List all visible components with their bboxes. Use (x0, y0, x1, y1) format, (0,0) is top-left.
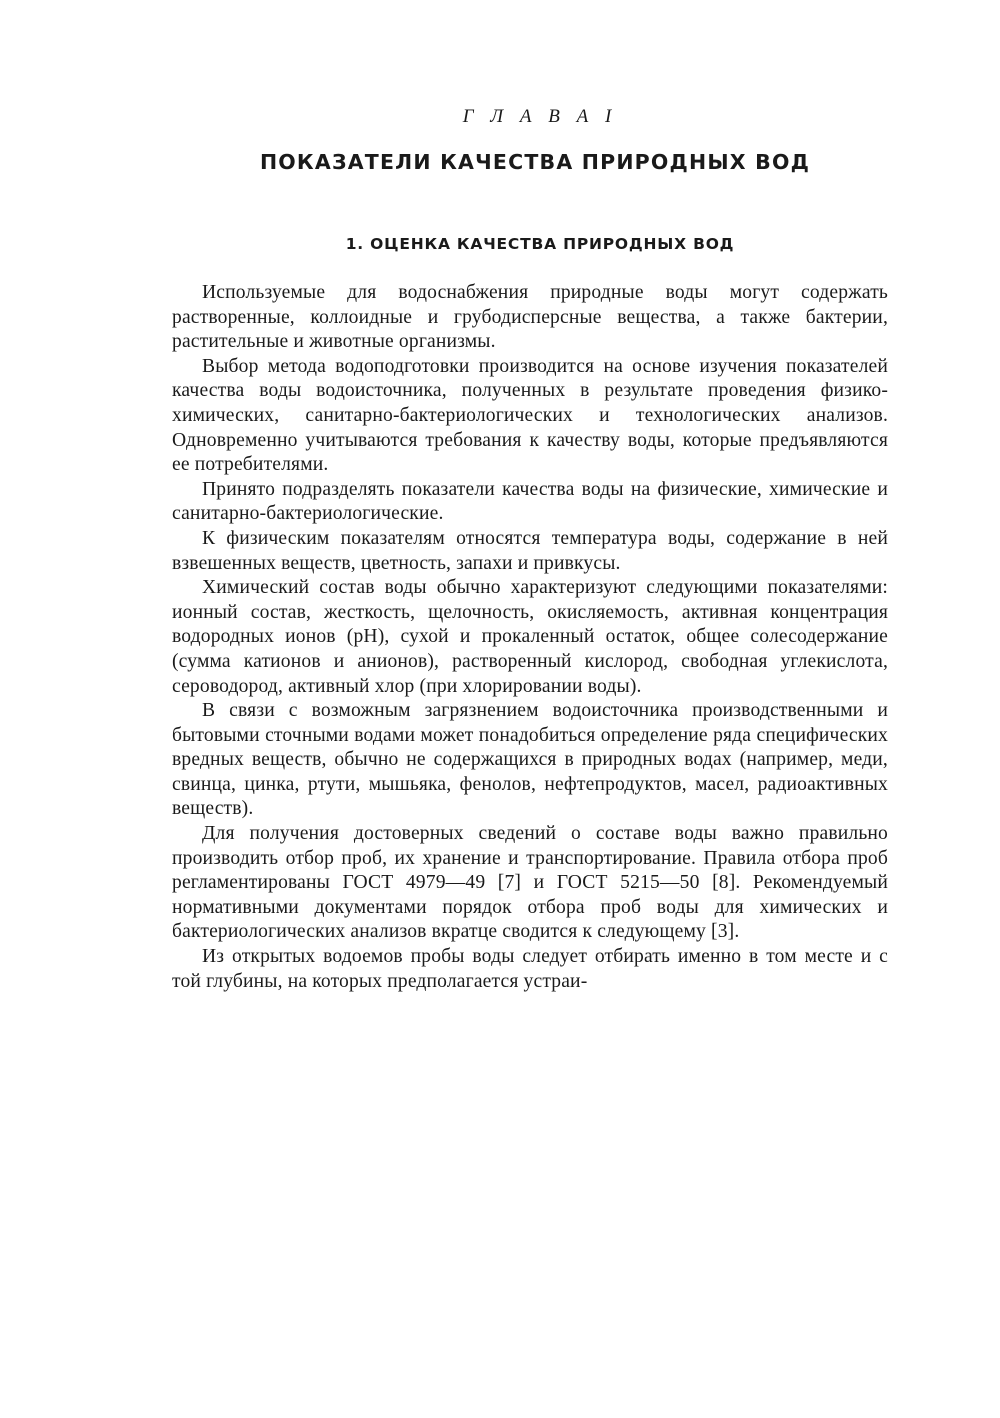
paragraph: В связи с возможным загрязнением водоисточника производственными и бытовыми сточными водами может понадобиться определение ряда специфических вредных веществ, обычно не содержащихся в природных водах (например, меди, свинца, цинка, ртути, мышьяка, фенолов, нефтепродуктов, масел, радиоактивных веществ). (172, 700, 888, 820)
paragraph: Химический состав воды обычно характеризуют следующими показателями: ионный состав, жесткость, щелочность, окисляемость, активная концентрация водородных ионов (pH), сухой и прокаленный остаток, общее солесодержание (сумма катионов и анионов), растворенный кислород, свободная углекислота, сероводород, активный хлор (при хлорировании воды). (172, 577, 888, 697)
body-text (172, 281, 888, 994)
paragraph: Используемые для водоснабжения природные воды могут содержать растворенные, коллоидные и грубодисперсные вещества, а также бактерии, растительные и животные организмы. (172, 282, 888, 353)
paragraph: К физическим показателям относятся температура воды, содержание в ней взвешенных веществ, цветность, запахи и привкусы. (172, 527, 888, 574)
document-page (172, 100, 888, 994)
section-title: 1. ОЦЕНКА КАЧЕСТВА ПРИРОДНЫХ ВОД (345, 235, 735, 253)
chapter-label: Г Л А В А I (462, 106, 618, 127)
paragraph: Принято подразделять показатели качества воды на физические, химические и санитарно-бактериологические. (172, 478, 888, 525)
chapter-title: ПОКАЗАТЕЛИ КАЧЕСТВА ПРИРОДНЫХ ВОД (259, 150, 811, 174)
paragraph: Выбор метода водоподготовки производится на основе изучения показателей качества воды водоисточника, полученных в результате проведения физико-химических, санитарно-бактериологических и технологических анализов. Одновременно учитываются требования к качеству воды, которые предъявляются ее потребителями. (172, 355, 888, 476)
paragraph: Из открытых водоемов пробы воды следует отбирать именно в том месте и с той глубины, на которых предполагается устраи- (172, 946, 888, 992)
paragraph: Для получения достоверных сведений о составе воды важно правильно производить отбор проб, их хранение и транспортирование. Правила отбора проб регламентированы ГОСТ 4979—49 [7] и ГОСТ 5215—50 [8]. Рекомендуемый нормативными документами порядок отбора проб воды для химических и бактериологических анализов вкратце сводится к следующему [3]. (172, 823, 888, 943)
